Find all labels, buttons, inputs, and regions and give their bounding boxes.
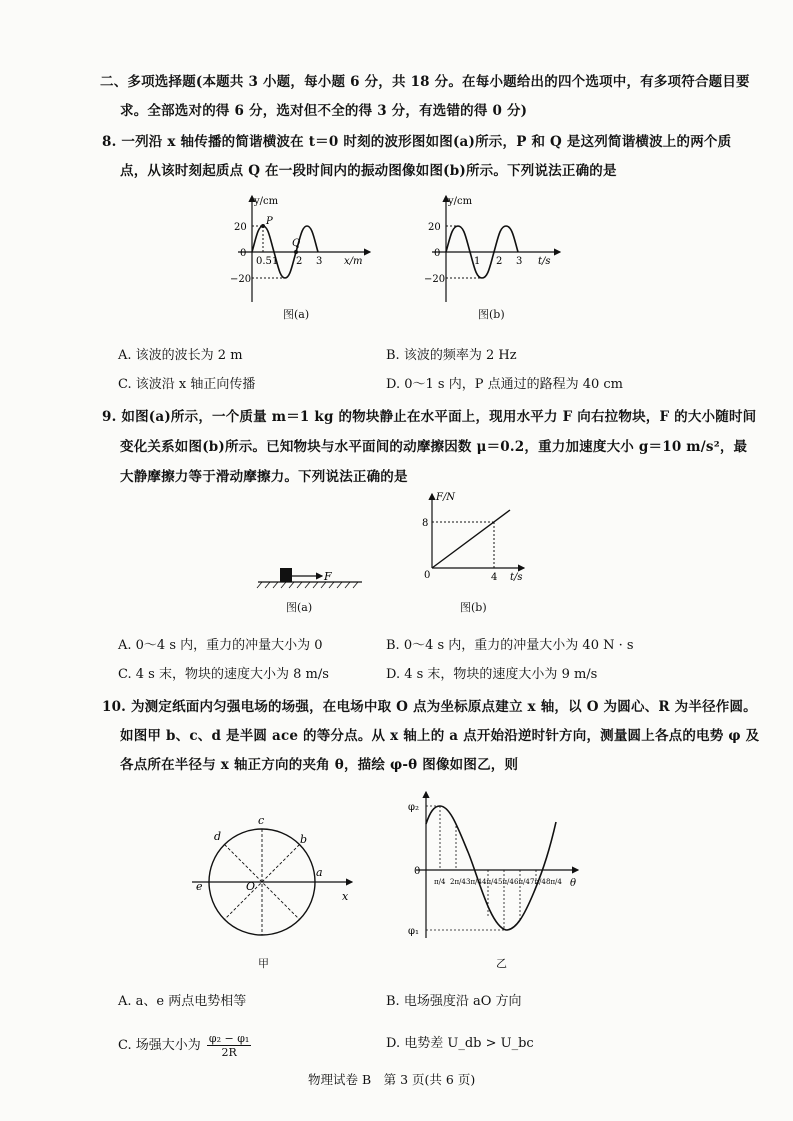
point-a: a xyxy=(316,866,323,879)
q10-option-c xyxy=(118,1032,251,1059)
q9-figure-b-caption: 图(b) xyxy=(460,601,487,614)
yi-tick-3: 4π/4 xyxy=(482,878,498,886)
yi-tick-2: 3π/4 xyxy=(466,878,482,886)
yi-tick-1: 2π/4 xyxy=(450,878,466,886)
figb9-origin: 0 xyxy=(424,570,431,581)
figb-ylabel: y/cm xyxy=(448,196,473,207)
figa-yzero: 0 xyxy=(240,248,247,259)
q8-figure-a xyxy=(228,190,378,318)
figb-ytop: 20 xyxy=(428,222,441,233)
q8-figure-b xyxy=(418,190,568,318)
q9-option-b: B. 0～4 s 内，重力的冲量大小为 40 N · s xyxy=(386,638,634,653)
figa-xlabel: x/m xyxy=(344,256,363,267)
point-Q: Q xyxy=(292,238,301,249)
theta-label: θ xyxy=(570,878,577,889)
q9-figure-a xyxy=(256,560,366,594)
q10-option-a: A. a、e 两点电势相等 xyxy=(118,994,247,1009)
block xyxy=(280,568,292,582)
q8-figure-a-caption: 图(a) xyxy=(283,308,310,321)
figb9-xval: 4 xyxy=(491,572,498,583)
q9-stem-line1: 9. 如图(a)所示，一个质量 m＝1 kg 的物块静止在水平面上，现用水平力 F 向右拉物块，F 的大小随时间 xyxy=(102,409,757,425)
figa-tick-1: 1 xyxy=(272,256,279,267)
fraction-denominator: 2R xyxy=(221,1046,237,1059)
q9-option-a: A. 0～4 s 内，重力的冲量大小为 0 xyxy=(118,638,323,653)
q8-stem-line1: 8. 一列沿 x 轴传播的简谐横波在 t＝0 时刻的波形图如图(a)所示，P 和 Q 是这列简谐横波上的两个质 xyxy=(102,134,732,150)
q10-stem-line1: 10. 为测定纸面内匀强电场的场强，在电场中取 O 点为坐标原点建立 x 轴，以 O 为圆心、R 为半径作圆。 xyxy=(102,699,757,715)
figa-ybottom: −20 xyxy=(230,274,252,285)
yi-tick-0: π/4 xyxy=(434,878,446,886)
section-header-line1: 二、多项选择题(本题共 3 小题，每小题 6 分，共 18 分。在每小题给出的四个选项中，有多项符合题目要 xyxy=(100,74,750,90)
q9-figure-b xyxy=(418,488,530,588)
yi-tick-5: 6π/4 xyxy=(514,878,530,886)
figa-tick-3: 3 xyxy=(316,256,323,267)
phi-theta-curve xyxy=(426,806,556,930)
figb-tick-2: 3 xyxy=(516,256,523,267)
figb-yzero: 0 xyxy=(434,248,441,259)
figa-ytop: 20 xyxy=(234,222,247,233)
point-e: e xyxy=(196,880,203,893)
q9-stem-line2: 变化关系如图(b)所示。已知物块与水平面间的动摩擦因数 μ＝0.2，重力加速度大小 g＝10 m/s²，最 xyxy=(120,439,748,455)
q8-option-b: B. 该波的频率为 2 Hz xyxy=(386,348,517,363)
point-c: c xyxy=(258,814,265,827)
q8-stem-line2: 点，从该时刻起质点 Q 在一段时间内的振动图像如图(b)所示。下列说法正确的是 xyxy=(120,163,617,179)
figb9-ylabel: F/N xyxy=(436,492,456,503)
q10-stem-line2: 如图甲 b、c、d 是半圆 ace 的等分点。从 x 轴上的 a 点开始沿逆时针方向，测量圆上各点的电势 φ 及 xyxy=(120,728,760,744)
point-b: b xyxy=(300,833,308,846)
q10-option-d: D. 电势差 U_db > U_bc xyxy=(386,1036,534,1051)
q9-figure-a-caption: 图(a) xyxy=(286,601,313,614)
q10-option-c-fraction xyxy=(207,1032,251,1059)
figb-ybottom: −20 xyxy=(424,274,446,285)
q10-stem-line3: 各点所在半径与 x 轴正方向的夹角 θ，描绘 φ-θ 图像如图乙，则 xyxy=(120,757,519,773)
figb9-yval: 8 xyxy=(422,518,429,529)
yi-tick-6: 7π/4 xyxy=(530,878,546,886)
q8-option-a: A. 该波的波长为 2 m xyxy=(118,348,243,363)
figb9-xlabel: t/s xyxy=(510,572,523,583)
q10-figure-yi-caption: 乙 xyxy=(496,957,507,970)
axis-x: x xyxy=(342,890,349,903)
section-header-line2: 求。全部选对的得 6 分，选对但不全的得 3 分，有选错的得 0 分) xyxy=(120,103,528,119)
point-P: P xyxy=(266,216,273,227)
q8-figure-b-caption: 图(b) xyxy=(478,308,505,321)
figa-tick-2: 2 xyxy=(296,256,303,267)
force-label: F xyxy=(324,570,332,583)
yi-tick-7: 8π/4 xyxy=(546,878,562,886)
q8-option-c: C. 该波沿 x 轴正向传播 xyxy=(118,377,256,392)
force-line xyxy=(432,510,510,568)
figa-tick-0: 0.5 xyxy=(256,256,272,267)
point-d: d xyxy=(214,830,222,843)
figb-tick-1: 2 xyxy=(496,256,503,267)
phi1-label: φ₁ xyxy=(408,926,420,937)
q10-figure-jia-caption: 甲 xyxy=(258,957,269,970)
q9-option-d: D. 4 s 末，物块的速度大小为 9 m/s xyxy=(386,667,598,682)
origin-O: O xyxy=(246,880,256,893)
q10-option-c-prefix: C. 场强大小为 xyxy=(118,1038,201,1053)
phi2-label: φ₂ xyxy=(408,802,420,813)
fraction-numerator: φ₂ − φ₁ xyxy=(208,1032,250,1045)
yi-zero: 0 xyxy=(414,866,421,877)
q9-stem-line3: 大静摩擦力等于滑动摩擦力。下列说法正确的是 xyxy=(120,469,408,485)
yi-tick-4: 5π/4 xyxy=(498,878,514,886)
figb-tick-0: 1 xyxy=(474,256,481,267)
q10-figure-jia xyxy=(190,808,360,964)
figb-xlabel: t/s xyxy=(538,256,551,267)
q9-option-c: C. 4 s 末，物块的速度大小为 8 m/s xyxy=(118,667,329,682)
figa-ylabel: y/cm xyxy=(254,196,279,207)
q8-option-d: D. 0～1 s 内，P 点通过的路程为 40 cm xyxy=(386,377,623,392)
q10-figure-yi xyxy=(400,788,590,948)
q10-option-b: B. 电场强度沿 aO 方向 xyxy=(386,994,522,1009)
page-footer: 物理试卷 B 第 3 页(共 6 页) xyxy=(308,1072,476,1087)
